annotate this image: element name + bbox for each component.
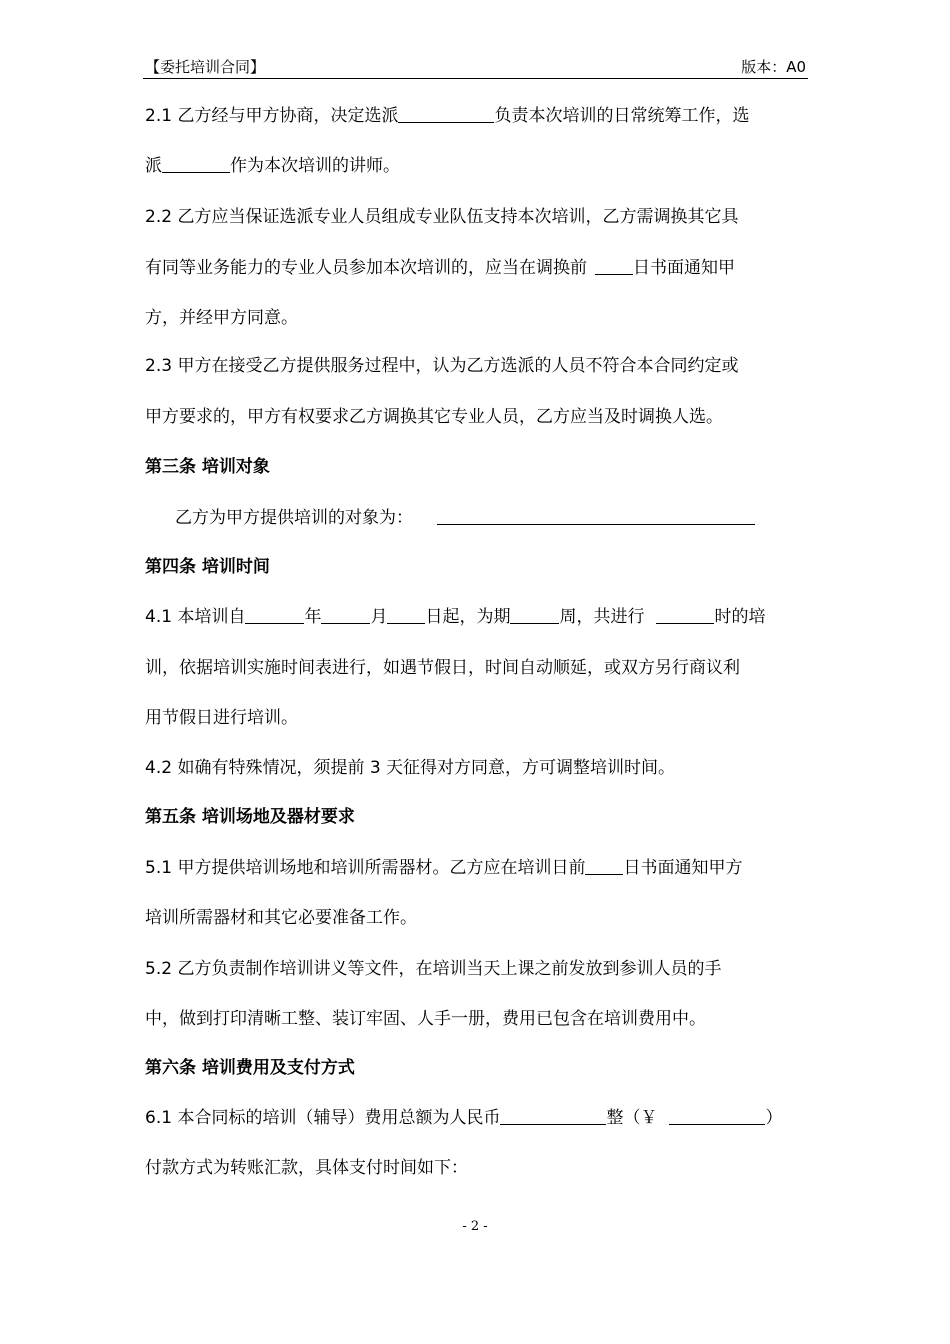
page-number: - 2 - — [462, 1219, 488, 1234]
version-label: 版本：A0 — [741, 58, 806, 76]
clause-4-1-line-1: 4.1 本培训自 年 月 日起，为期 周，共进行 时的培 — [145, 607, 766, 627]
clause-2-1-line-1: 2.1 乙方经与甲方协商，决定选派 负责本次培训的日常统筹工作，选 — [145, 106, 750, 126]
equipment-notice-days-blank — [585, 856, 623, 875]
clause-2-1-line-2: 派 作为本次培训的讲师。 — [145, 156, 400, 176]
header-divider — [143, 78, 808, 79]
start-month-blank — [321, 605, 370, 624]
start-year-blank — [245, 605, 304, 624]
clause-6-1-line-1: 6.1 本合同标的培训（辅导）费用总额为人民币 整（￥ ） — [145, 1108, 783, 1128]
start-day-blank — [387, 605, 425, 624]
clause-2-2-line-2: 有同等业务能力的专业人员参加本次培训的，应当在调换前 日书面通知甲 — [145, 258, 735, 278]
clause-5-1-line-2: 培训所需器材和其它必要准备工作。 — [145, 908, 417, 928]
clause-2-2-line-3: 方，并经甲方同意。 — [145, 308, 298, 328]
clause-5-2-line-2: 中，做到打印清晰工整、装订牢固、人手一册，费用已包含在培训费用中。 — [145, 1009, 706, 1029]
payment-method-line: 付款方式为转账汇款，具体支付时间如下： — [145, 1158, 468, 1178]
training-target-line: 乙方为甲方提供培训的对象为： — [175, 506, 755, 530]
duration-weeks-blank — [510, 605, 559, 624]
amount-figures-blank — [669, 1106, 765, 1125]
document-title: 【委托培训合同】 — [145, 58, 266, 76]
training-target-blank — [437, 506, 755, 525]
clause-5-1-line-1: 5.1 甲方提供培训场地和培训所需器材。乙方应在培训日前 日书面通知甲方 — [145, 858, 743, 878]
coordinator-blank — [398, 104, 494, 123]
amount-words-blank — [500, 1106, 606, 1125]
article-4-heading: 第四条 培训时间 — [145, 557, 270, 577]
clause-4-2: 4.2 如确有特殊情况，须提前 3 天征得对方同意，方可调整培训时间。 — [145, 758, 676, 778]
clause-5-2-line-1: 5.2 乙方负责制作培训讲义等文件，在培训当天上课之前发放到参训人员的手 — [145, 959, 722, 979]
article-6-heading: 第六条 培训费用及支付方式 — [145, 1058, 355, 1078]
clause-2-3-line-2: 甲方要求的，甲方有权要求乙方调换其它专业人员，乙方应当及时调换人选。 — [145, 407, 723, 427]
clause-4-1-line-2: 训，依据培训实施时间表进行，如遇节假日，时间自动顺延，或双方另行商议利 — [145, 658, 740, 678]
article-5-heading: 第五条 培训场地及器材要求 — [145, 807, 355, 827]
clause-2-2-line-1: 2.2 乙方应当保证选派专业人员组成专业队伍支持本次培训，乙方需调换其它具 — [145, 207, 739, 227]
notice-days-blank — [595, 256, 633, 275]
lecturer-blank — [162, 154, 230, 173]
article-3-heading: 第三条 培训对象 — [145, 457, 270, 477]
clause-2-3-line-1: 2.3 甲方在接受乙方提供服务过程中，认为乙方选派的人员不符合本合同约定或 — [145, 356, 739, 376]
total-hours-blank — [656, 605, 714, 624]
clause-4-1-line-3: 用节假日进行培训。 — [145, 708, 298, 728]
